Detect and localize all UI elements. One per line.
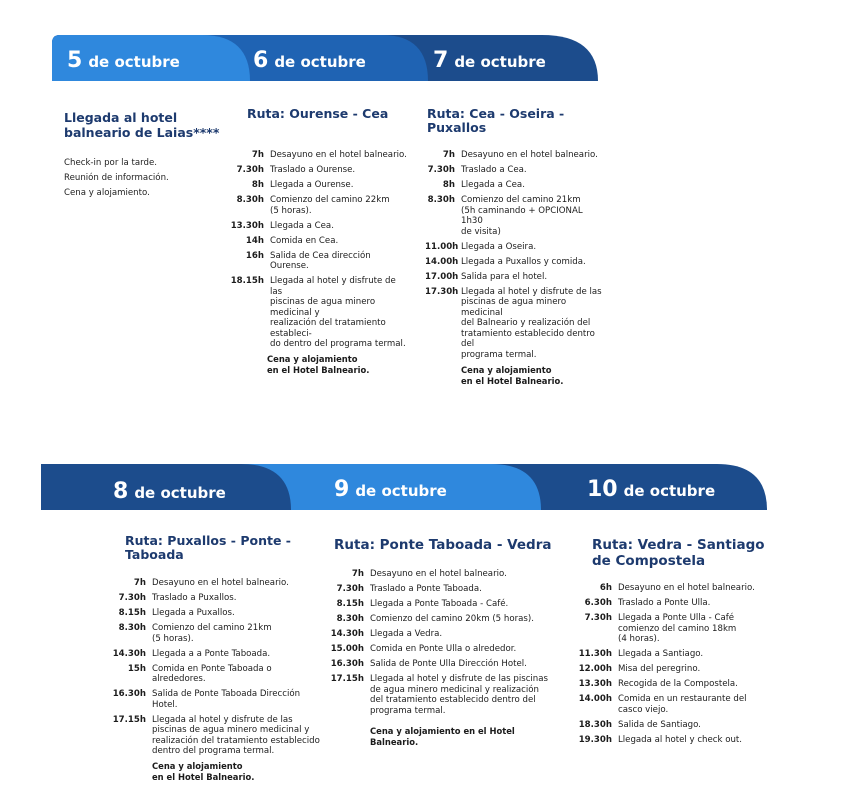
schedule-description: Salida para el hotel. bbox=[461, 271, 548, 282]
day-7-column bbox=[425, 107, 605, 387]
day-6-schedule bbox=[230, 150, 410, 350]
schedule-time: 15.00h bbox=[330, 644, 364, 654]
schedule-row bbox=[425, 180, 605, 191]
schedule-row bbox=[425, 287, 605, 361]
schedule-description: Llegada a Cea. bbox=[461, 180, 525, 190]
schedule-row bbox=[330, 659, 560, 670]
schedule-time: 8h bbox=[251, 180, 264, 190]
schedule-row bbox=[425, 242, 605, 253]
schedule-description: Desayuno en el hotel balneario. bbox=[461, 150, 598, 160]
schedule-description: Llegada al hotel y check out. bbox=[618, 734, 743, 745]
schedule-row bbox=[330, 569, 560, 580]
schedule-description: Traslado a Puxallos. bbox=[152, 593, 237, 603]
schedule-time: 11.30h bbox=[578, 649, 612, 659]
tab-day-number: 10 bbox=[587, 477, 618, 502]
schedule-row bbox=[572, 664, 792, 675]
tab-7-octubre bbox=[433, 48, 546, 73]
schedule-time: 8.30h bbox=[236, 195, 264, 205]
schedule-description: Traslado a Ourense. bbox=[270, 165, 356, 175]
tab-month-label: de octubre bbox=[274, 53, 366, 71]
schedule-time: 7.30h bbox=[118, 593, 146, 603]
schedule-time: 17.00h bbox=[425, 271, 459, 282]
schedule-row bbox=[572, 735, 792, 746]
schedule-description: Llegada a Ponte Ulla - Café comienzo del camino 18km (4 horas). bbox=[618, 613, 737, 644]
tab-8-octubre bbox=[113, 479, 226, 504]
schedule-row bbox=[425, 150, 605, 161]
schedule-row bbox=[572, 649, 792, 660]
schedule-row bbox=[110, 578, 320, 589]
schedule-description: Comienzo del camino 20km (5 horas). bbox=[370, 614, 534, 624]
day-10-title: Ruta: Vedra - Santiago de Compostela bbox=[592, 537, 765, 569]
schedule-description: Comida en Ponte Taboada o alrededores. bbox=[152, 663, 272, 684]
schedule-description: Llegada a Puxallos y comida. bbox=[461, 256, 586, 267]
schedule-description: Llegada a Puxallos. bbox=[152, 608, 235, 618]
schedule-row bbox=[330, 674, 560, 716]
day-8-column bbox=[110, 534, 320, 783]
schedule-row bbox=[425, 272, 605, 283]
tab-10-octubre bbox=[587, 477, 715, 502]
schedule-description: Llegada al hotel y disfrute de las piscinas de agua minero medicinal y realización del tratamiento estableci- do dentro del programa termal. bbox=[270, 276, 406, 349]
schedule-time: 6.30h bbox=[584, 598, 612, 608]
schedule-time: 7.30h bbox=[427, 165, 455, 175]
schedule-row bbox=[572, 598, 792, 609]
schedule-time: 16.30h bbox=[330, 659, 364, 669]
schedule-time: 14.00h bbox=[578, 694, 612, 704]
schedule-row bbox=[572, 583, 792, 594]
day-6-closing: Cena y alojamiento en el Hotel Balneario. bbox=[267, 354, 370, 375]
schedule-description: Traslado a Cea. bbox=[461, 165, 527, 175]
schedule-description: Traslado a Ponte Taboada. bbox=[370, 584, 482, 594]
schedule-time: 7h bbox=[351, 569, 364, 579]
schedule-description: Desayuno en el hotel balneario. bbox=[370, 569, 507, 579]
tab-month-label: de octubre bbox=[88, 53, 180, 71]
schedule-time: 17.15h bbox=[112, 714, 146, 725]
schedule-time: 18.30h bbox=[578, 719, 612, 730]
schedule-row bbox=[230, 236, 410, 247]
top-date-band bbox=[52, 35, 598, 81]
schedule-description: Llegada al hotel y disfrute de las piscinas de agua minero medicinal y realización del tratamiento establecido dentro del programa termal. bbox=[152, 714, 320, 756]
day-8-title: Ruta: Puxallos - Ponte - Taboada bbox=[125, 533, 291, 562]
schedule-description: Llegada a Oseira. bbox=[461, 241, 537, 252]
schedule-time: 7h bbox=[442, 150, 455, 160]
tab-9-octubre bbox=[334, 477, 447, 502]
schedule-row bbox=[230, 221, 410, 232]
schedule-row bbox=[110, 623, 320, 644]
schedule-row bbox=[572, 679, 792, 690]
schedule-time: 14.30h bbox=[112, 648, 146, 659]
schedule-time: 7h bbox=[251, 150, 264, 160]
schedule-description: Salida de Santiago. bbox=[618, 719, 701, 730]
schedule-row bbox=[330, 614, 560, 625]
schedule-description: Llegada a Santiago. bbox=[618, 649, 704, 659]
schedule-row bbox=[110, 649, 320, 660]
schedule-time: 8.30h bbox=[427, 195, 455, 205]
schedule-row bbox=[425, 165, 605, 176]
schedule-description: Recogida de la Compostela. bbox=[618, 679, 738, 689]
day-9-column bbox=[330, 537, 560, 748]
schedule-time: 8.30h bbox=[336, 614, 364, 624]
schedule-description: Comida en Cea. bbox=[270, 235, 339, 246]
tab-month-label: de octubre bbox=[355, 482, 447, 500]
schedule-time: 14h bbox=[245, 235, 264, 246]
bottom-date-band bbox=[41, 464, 767, 510]
day-8-closing: Cena y alojamiento en el Hotel Balneario. bbox=[152, 761, 255, 782]
schedule-row bbox=[572, 720, 792, 731]
schedule-description: Salida de Cea dirección Ourense. bbox=[270, 250, 371, 271]
schedule-time: 19.30h bbox=[578, 734, 612, 745]
schedule-time: 7.30h bbox=[584, 613, 612, 623]
day-7-closing: Cena y alojamiento en el Hotel Balneario. bbox=[461, 364, 564, 386]
schedule-description: Comienzo del camino 21km (5 horas). bbox=[152, 623, 272, 644]
tab-day-number: 9 bbox=[334, 477, 350, 502]
day-9-schedule bbox=[330, 569, 560, 716]
schedule-row bbox=[330, 599, 560, 610]
schedule-time: 8.15h bbox=[118, 608, 146, 618]
day-6-title: Ruta: Ourense - Cea bbox=[247, 106, 389, 121]
schedule-description: Comida en Ponte Ulla o alrededor. bbox=[370, 644, 517, 654]
tab-day-number: 8 bbox=[113, 479, 129, 504]
schedule-row bbox=[425, 257, 605, 268]
schedule-time: 7.30h bbox=[236, 165, 264, 175]
day-7-schedule bbox=[425, 150, 605, 360]
schedule-description: Llegada a Cea. bbox=[270, 220, 334, 231]
schedule-description: Desayuno en el hotel balneario. bbox=[618, 583, 755, 593]
schedule-time: 14.00h bbox=[425, 256, 459, 267]
day-5-note: Reunión de información. bbox=[64, 173, 169, 183]
schedule-time: 15h bbox=[127, 663, 146, 674]
tab-month-label: de octubre bbox=[623, 482, 716, 500]
day-6-column bbox=[230, 107, 410, 376]
schedule-time: 12.00h bbox=[578, 664, 612, 674]
tab-6-octubre bbox=[253, 48, 366, 73]
tab-month-label: de octubre bbox=[454, 53, 546, 71]
day-5-note: Cena y alojamiento. bbox=[64, 188, 150, 198]
schedule-row bbox=[572, 613, 792, 645]
schedule-row bbox=[330, 644, 560, 655]
schedule-description: Llegada al hotel y disfrute de las piscinas de agua minero medicinal y realización del tratamiento establecido dentro del programa termal. bbox=[370, 674, 548, 716]
schedule-row bbox=[110, 664, 320, 685]
schedule-row bbox=[425, 195, 605, 237]
schedule-row bbox=[330, 629, 560, 640]
schedule-description: Llegada a Vedra. bbox=[370, 629, 443, 639]
schedule-row bbox=[110, 689, 320, 710]
schedule-row bbox=[110, 593, 320, 604]
schedule-description: Traslado a Ponte Ulla. bbox=[618, 598, 711, 608]
schedule-time: 16h bbox=[245, 250, 264, 261]
schedule-row bbox=[230, 276, 410, 350]
schedule-description: Llegada al hotel y disfrute de las piscinas de agua minero medicinal del Balneario y realización del tratamiento establecido dentro del programa termal. bbox=[461, 286, 602, 360]
tab-day-number: 7 bbox=[433, 48, 449, 73]
day-5-column bbox=[64, 110, 234, 201]
schedule-time: 7h bbox=[133, 578, 146, 588]
schedule-description: Comienzo del camino 21km (5h caminando + OPCIONAL 1h30 de visita) bbox=[461, 195, 583, 237]
schedule-description: Desayuno en el hotel balneario. bbox=[270, 150, 407, 160]
schedule-row bbox=[110, 608, 320, 619]
tab-day-number: 6 bbox=[253, 48, 269, 73]
schedule-description: Desayuno en el hotel balneario. bbox=[152, 578, 289, 588]
schedule-row bbox=[572, 694, 792, 715]
schedule-row bbox=[230, 180, 410, 191]
schedule-time: 13.30h bbox=[578, 679, 612, 689]
schedule-time: 14.30h bbox=[330, 629, 364, 639]
day-5-title: Llegada al hotel balneario de Laias**** bbox=[64, 110, 220, 140]
schedule-row bbox=[330, 584, 560, 595]
schedule-row bbox=[110, 715, 320, 757]
day-8-schedule bbox=[110, 578, 320, 757]
schedule-time: 18.15h bbox=[230, 276, 264, 286]
day-9-title: Ruta: Ponte Taboada - Vedra bbox=[334, 537, 552, 553]
day-7-title: Ruta: Cea - Oseira - Puxallos bbox=[427, 106, 565, 135]
schedule-time: 16.30h bbox=[112, 689, 146, 699]
schedule-description: Comida en un restaurante del casco viejo. bbox=[618, 694, 747, 715]
day-10-column bbox=[572, 537, 792, 750]
schedule-time: 7.30h bbox=[336, 584, 364, 594]
schedule-time: 8.30h bbox=[118, 623, 146, 633]
schedule-description: Misa del peregrino. bbox=[618, 664, 701, 674]
schedule-time: 13.30h bbox=[230, 220, 264, 231]
schedule-description: Llegada a Ponte Taboada - Café. bbox=[370, 599, 509, 609]
day-5-note: Check-in por la tarde. bbox=[64, 158, 157, 168]
tab-5-octubre bbox=[67, 48, 180, 73]
schedule-time: 17.15h bbox=[330, 674, 364, 684]
schedule-row bbox=[230, 150, 410, 161]
tab-month-label: de octubre bbox=[134, 484, 226, 502]
schedule-description: Llegada a Ourense. bbox=[270, 180, 354, 190]
schedule-time: 11.00h bbox=[425, 241, 459, 252]
schedule-row bbox=[230, 195, 410, 216]
schedule-row bbox=[230, 165, 410, 176]
day-10-schedule bbox=[572, 583, 792, 745]
schedule-description: Llegada a a Ponte Taboada. bbox=[152, 648, 271, 659]
schedule-description: Comienzo del camino 22km (5 horas). bbox=[270, 195, 390, 216]
schedule-time: 6h bbox=[599, 583, 612, 593]
schedule-description: Salida de Ponte Ulla Dirección Hotel. bbox=[370, 659, 527, 669]
tab-day-number: 5 bbox=[67, 48, 83, 73]
schedule-row bbox=[230, 251, 410, 272]
schedule-time: 8.15h bbox=[336, 599, 364, 609]
day-9-closing: Cena y alojamiento en el Hotel Balneario. bbox=[370, 726, 515, 747]
schedule-time: 17.30h bbox=[425, 286, 459, 297]
schedule-time: 8h bbox=[442, 180, 455, 190]
schedule-description: Salida de Ponte Taboada Dirección Hotel. bbox=[152, 689, 301, 710]
